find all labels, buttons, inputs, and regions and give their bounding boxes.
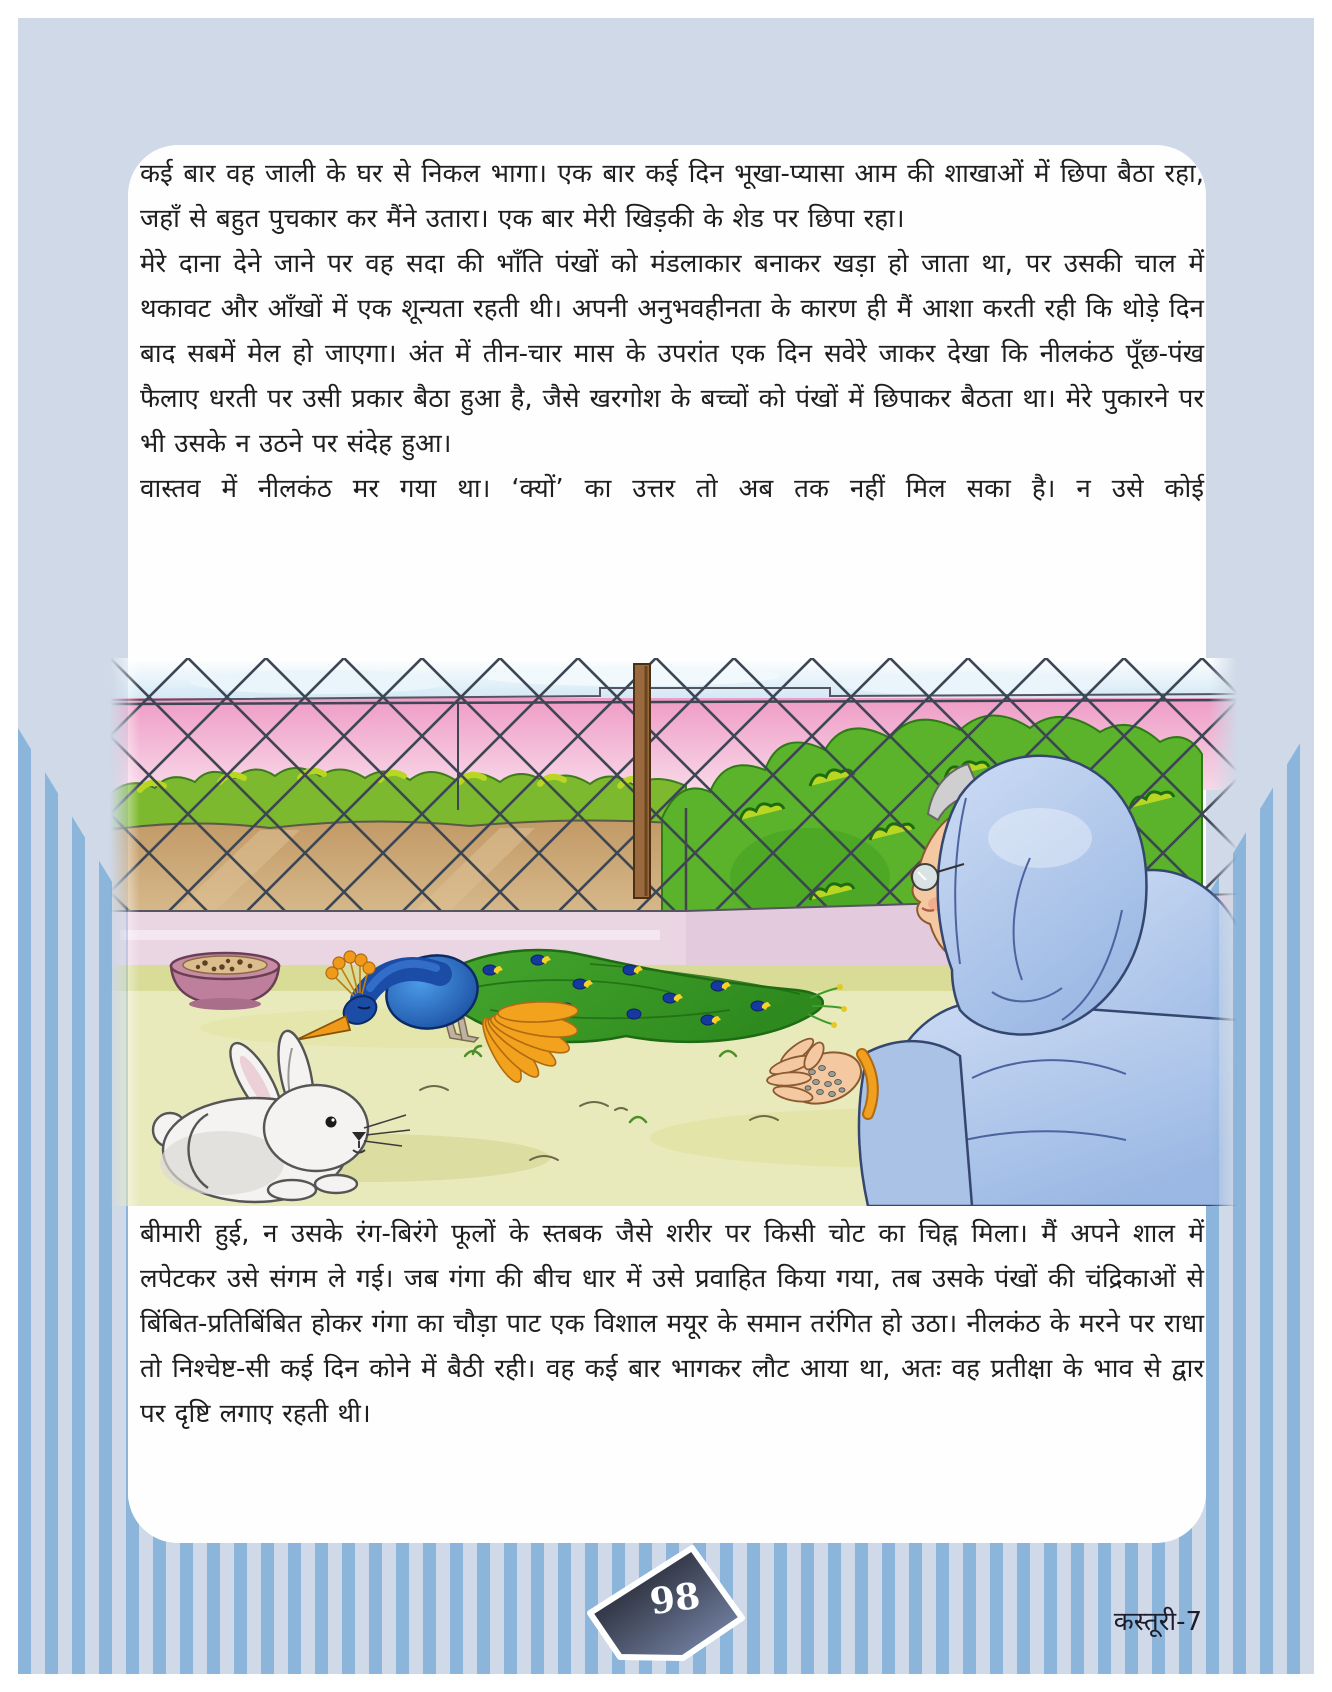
rabbit-eye: [326, 1117, 337, 1128]
story-illustration: [110, 658, 1237, 1206]
page-number-badge: [578, 1540, 754, 1666]
paragraph-1: कई बार वह जाली के घर से निकल भागा। एक बार कई दिन भूखा-प्यासा आम की शाखाओं में छिपा बैठा रहा, जहाँ से बहुत पुचकार कर मैंने उतारा। एक बार मेरी खिड़की के शेड पर छिपा रहा।: [140, 159, 1204, 234]
paragraph-2: मेरे दाना देने जाने पर वह सदा की भाँति पंखों को मंडलाकार बनाकर खड़ा हो जाता था, पर उसकी चाल में थकावट और आँखों में एक शून्यता रहती थी। अपनी अनुभवहीनता के कारण ही मैं आशा करती रही कि थोड़े दिन बाद सबमें मेल हो जाएगा। अंत में तीन-चार मास के उपरांत एक दिन सवेरे जाकर देखा कि नीलकंठ पूँछ-पंख फैलाए धरती पर उसी प्रकार बैठा हुआ है, जैसे खरगोश के बच्चों को पंखों में छिपाकर बैठता था। मेरे पुकारने पर भी उसके न उठने पर संदेह हुआ।: [140, 249, 1204, 459]
glasses-lens: [912, 864, 938, 890]
book-title-label: कस्तूरी-7: [1113, 1607, 1202, 1637]
text-block-top: [140, 152, 1204, 512]
rabbit-paw: [268, 1180, 316, 1200]
paragraph-4: बीमारी हुई, न उसके रंग-बिरंगे फूलों के स्तबक जैसे शरीर पर किसी चोट का चिह्न मिला। मैं अपने शाल में लपेटकर उसे संगम ले गई। जब गंगा की बीच धार में उसे प्रवाहित किया गया, तब उसके पंखों की चंद्रिकाओं से बिंबित-प्रतिबिंबित होकर गंगा का चौड़ा पाट एक विशाल मयूर के समान तरंगित हो उठा। नीलकंठ के मरने पर राधा तो निश्चेष्ट-सी कई दिन कोने में बैठी रही। वह कई बार भागकर लौट आया था, अतः वह प्रतीक्षा के भाव से द्वार पर दृष्टि लगाए रहती थी।: [140, 1219, 1204, 1429]
page-number: 98: [647, 1574, 703, 1624]
wooden-pole: [634, 664, 650, 898]
rabbit-paw: [315, 1175, 357, 1193]
paragraph-3: वास्तव में नीलकंठ मर गया था। ‘क्यों’ का उत्तर तो अब तक नहीं मिल सका है। न उसे कोई: [140, 474, 1204, 504]
text-block-bottom: [140, 1212, 1204, 1437]
rabbit-head: [264, 1085, 368, 1171]
sleeve: [859, 1041, 972, 1206]
